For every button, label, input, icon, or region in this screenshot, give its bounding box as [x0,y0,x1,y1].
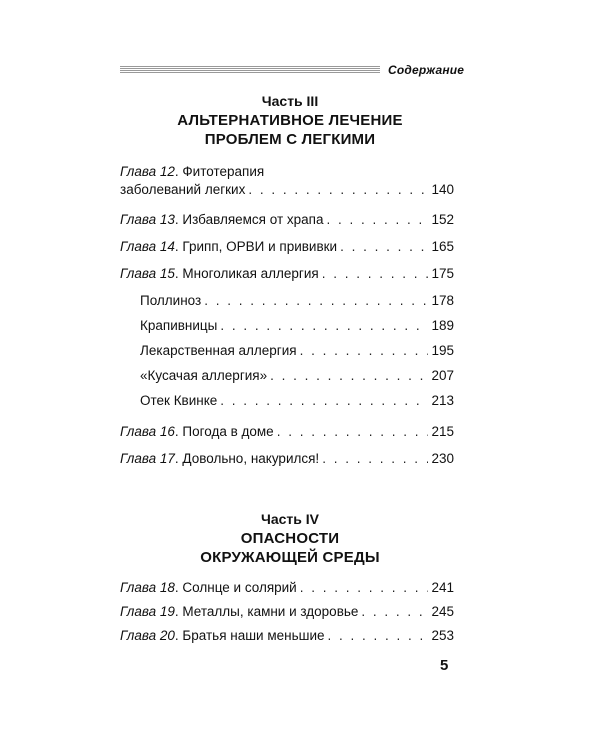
part-title-line: ПРОБЛЕМ С ЛЕГКИМИ [204,131,376,148]
part-4-heading [120,510,460,567]
chapter-title: . Фитотерапия [174,164,265,179]
subsection-title: Отек Квинке [140,393,218,408]
toc-subentry[interactable] [120,368,454,393]
dot-leader [328,628,429,643]
dot-leader [361,604,428,619]
page-ref: 245 [431,604,454,619]
part-number: Часть III [261,93,319,109]
chapter-label: Глава 18 [120,580,175,595]
page-ref: 207 [431,368,454,383]
dot-leader [300,580,429,595]
toc-entry[interactable] [120,628,454,652]
dot-leader [326,212,428,227]
chapter-title: . Солнце и солярий [174,580,297,595]
page-ref: 215 [431,424,454,439]
dot-leader [220,393,428,408]
part-title-line: АЛЬТЕРНАТИВНОЕ ЛЕЧЕНИЕ [177,112,403,129]
dot-leader [277,424,429,439]
chapter-title: . Довольно, накурился! [174,451,320,466]
dot-leader [300,343,429,358]
page-ref: 178 [431,293,454,308]
page-number: 5 [440,657,449,674]
part-number: Часть IV [261,511,319,527]
subsection-title: Лекарственная аллергия [140,343,297,358]
dot-leader [248,182,428,197]
toc-entry[interactable] [120,164,454,212]
toc-entry[interactable] [120,424,454,451]
chapter-title: . Избавляемся от храпа [174,212,324,227]
chapter-label: Глава 17 [120,451,175,466]
chapter-label: Глава 12 [120,164,175,179]
page-ref: 140 [431,182,454,197]
dot-leader [322,266,429,281]
toc-subentry[interactable] [120,393,454,424]
chapter-label: Глава 20 [120,628,175,643]
chapter-label: Глава 15 [120,266,175,281]
page-ref: 230 [431,451,454,466]
toc-entry[interactable] [120,266,454,293]
page-ref: 253 [431,628,454,643]
part-title-line: ОКРУЖАЮЩЕЙ СРЕДЫ [200,549,380,566]
toc-subentry[interactable] [120,318,454,343]
running-header: Содержание [388,63,465,77]
toc-subentry[interactable] [120,293,454,318]
chapter-title: . Погода в доме [174,424,274,439]
part-title-line: ОПАСНОСТИ [240,530,340,547]
toc-part-3 [120,164,454,478]
toc-entry[interactable] [120,580,454,604]
chapter-label: Глава 19 [120,604,175,619]
chapter-label: Глава 13 [120,212,175,227]
chapter-title: . Братья наши меньшие [174,628,325,643]
chapter-title: . Грипп, ОРВИ и прививки [174,239,338,254]
chapter-title: заболеваний легких [120,182,246,197]
chapter-label: Глава 16 [120,424,175,439]
toc-part-4 [120,580,454,652]
toc-subentry[interactable] [120,343,454,368]
subsection-title: Крапивницы [140,318,218,333]
subsection-title: «Кусачая аллергия» [140,368,268,383]
page-ref: 213 [431,393,454,408]
page-ref: 175 [431,266,454,281]
dot-leader [204,293,428,308]
toc-entry[interactable] [120,604,454,628]
chapter-label: Глава 14 [120,239,175,254]
chapter-title: . Металлы, камни и здоровье [174,604,359,619]
page-ref: 189 [431,318,454,333]
page-ref: 241 [431,580,454,595]
page-ref: 152 [431,212,454,227]
dot-leader [340,239,428,254]
dot-leader [322,451,428,466]
toc-entry[interactable] [120,451,454,478]
header-rule [120,66,380,75]
toc-entry[interactable] [120,212,454,239]
part-3-heading [120,92,460,149]
chapter-title: . Многоликая аллергия [174,266,319,281]
page-ref: 195 [431,343,454,358]
dot-leader [220,318,428,333]
dot-leader [270,368,428,383]
subsection-title: Поллиноз [140,293,202,308]
page-ref: 165 [431,239,454,254]
toc-entry[interactable] [120,239,454,266]
